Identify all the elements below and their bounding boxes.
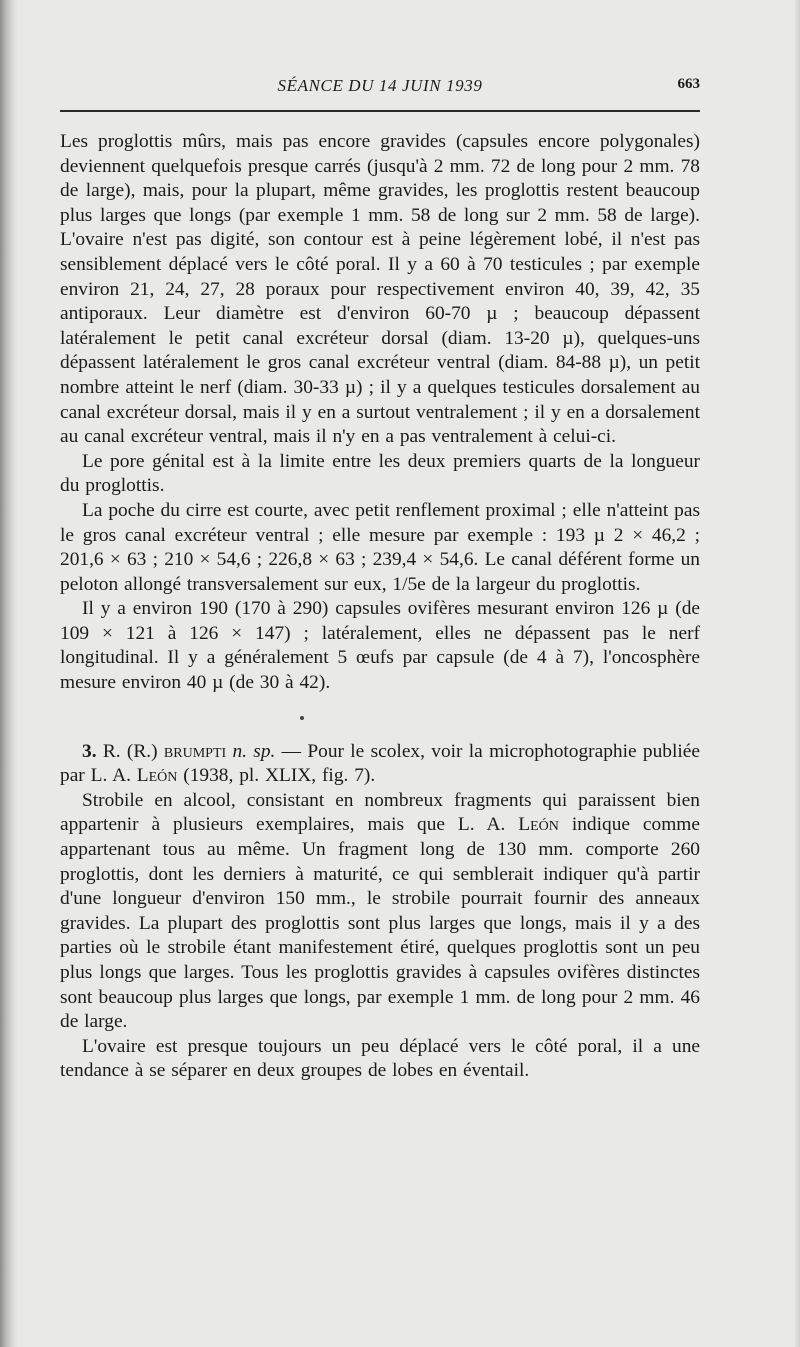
scan-border — [794, 0, 800, 1347]
species-text-after-author: (1938, pl. XLIX, fig. 7). — [177, 765, 376, 787]
document-page — [60, 70, 700, 1084]
paragraph-poche-cirre: La poche du cirre est courte, avec petit renflement proximal ; elle n'atteint pas le gros canal excréteur ventral ; elle mesure par exemple : 193 µ 2 × 46,2 ; 201,6 × 63 ; 210 × 54,6 ; 226,8 × 63 ; 239,4 × 54,6. Le canal déférent forme un peloton allongé transversalement sur eux, 1/5e de la largeur du proglottis. — [60, 499, 700, 595]
ovaire-text: L'ovaire est presque toujours un peu déplacé vers le côté poral, il a une tendance à se séparer en deux groupes de lobes en éventail. — [60, 1035, 700, 1082]
species-nsp: n. sp. — [232, 740, 276, 762]
species-heading — [60, 740, 700, 789]
paragraph-pore-genital: Le pore génital est à la limite entre les deux premiers quarts de la longueur du proglottis. — [60, 450, 700, 497]
species-text-before-author: — Pour le scolex, voir la microphotographie publiée par L. A. — [60, 740, 700, 787]
paragraph-strobile — [60, 789, 700, 1035]
section-separator-dot — [300, 716, 304, 720]
species-name: brumpti — [163, 740, 227, 762]
species-number: 3. — [82, 740, 97, 762]
page-gutter-shadow — [0, 0, 18, 1347]
body-text — [60, 130, 700, 1084]
running-title: SÉANCE DU 14 JUIN 1939 — [277, 76, 483, 95]
running-head — [60, 70, 700, 100]
strobile-text-after-author: indique comme appartenant tous au même. Un fragment long de 130 mm. comporte 260 proglottis, dont les derniers à maturité, ce qui semblerait indiquer qu'à partir d'une longueur d'environ 150 mm., le strobile pourrait fournir des anneaux gravides. La plupart des proglottis sont plus larges que longs, mais il y a des parties où le strobile étant manifestement étiré, quelques proglottis sont un peu plus longs que larges. Tous les proglottis gravides à capsules ovifères distinctes sont beaucoup plus larges que longs, par exemple 1 mm. de long pour 2 mm. 46 de large. — [60, 814, 701, 1033]
species-genus: R. (R.) — [102, 740, 158, 762]
header-rule — [60, 110, 700, 112]
page-number: 663 — [677, 76, 700, 92]
strobile-author: León — [518, 814, 559, 836]
species-author: León — [136, 765, 178, 787]
paragraph-capsules: Il y a environ 190 (170 à 290) capsules ovifères mesurant environ 126 µ (de 109 × 121 à 126 × 147) ; latéralement, elles ne dépassent pas le nerf longitudinal. Il y a généralement 5 œufs par capsule (de 4 à 7), l'oncosphère mesure environ 40 µ (de 30 à 42). — [60, 598, 700, 694]
paragraph-ovaire — [60, 1035, 700, 1084]
strobile-text-before-author: Strobile en alcool, consistant en nombreux fragments qui paraissent bien appartenir à plusieurs exemplaires, mais que L. A. — [60, 789, 700, 836]
paragraph-proglottis: Les proglottis mûrs, mais pas encore gravides (capsules encore polygonales) deviennent quelquefois presque carrés (jusqu'à 2 mm. 72 de long pour 2 mm. 78 de large), mais, pour la plupart, même gravides, les proglottis restent beaucoup plus larges que longs (par exemple 1 mm. 58 de long sur 2 mm. 58 de large). L'ovaire n'est pas digité, son contour est à peine légèrement lobé, il n'est pas sensiblement déplacé vers le côté poral. Il y a 60 à 70 testicules ; par exemple environ 21, 24, 27, 28 poraux pour respectivement environ 40, 39, 42, 35 antiporaux. Leur diamètre est d'environ 60-70 µ ; beaucoup dépassent latéralement le petit canal excréteur dorsal (diam. 13-20 µ), quelques-uns dépassent latéralement le gros canal excréteur ventral (diam. 84-88 µ), un petit nombre atteint le nerf (diam. 30-33 µ) ; il y a quelques testicules dorsalement au canal excréteur dorsal, mais il y en a surtout ventralement ; il y en a dorsalement au canal excréteur ventral, mais il n'y en a pas ventralement à celui-ci. — [60, 131, 700, 448]
